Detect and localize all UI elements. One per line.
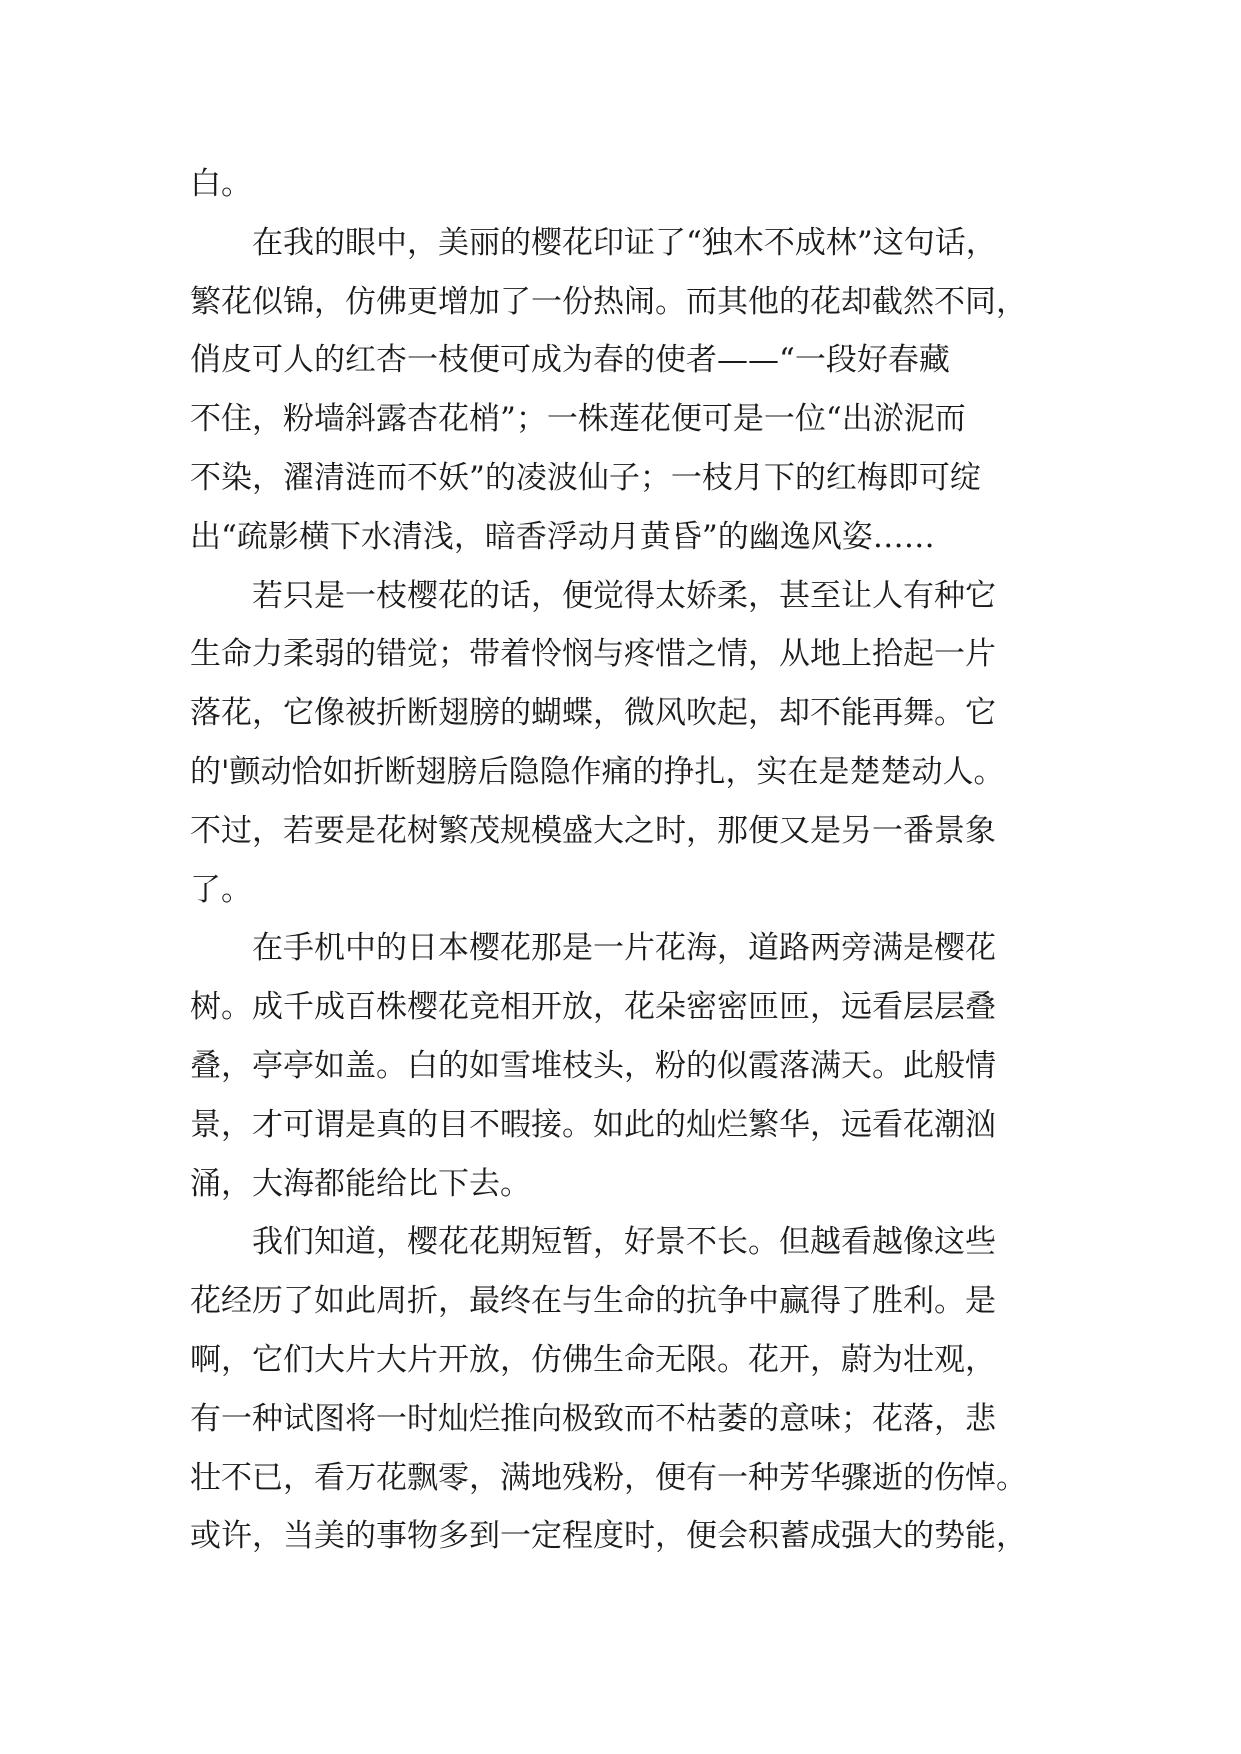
text-line: 落花，它像被折断翅膀的蝴蝶，微风吹起，却不能再舞。它 [190,695,996,732]
text-line: 壮不已，看万花飘零，满地残粉，便有一种芳华骤逝的伤悼。 [190,1459,1027,1496]
text-line: 若只是一枝樱花的话，便觉得太娇柔，甚至让人有种它 [190,577,996,614]
text-line: 涌，大海都能给比下去。 [190,1165,531,1202]
text-line: 生命力柔弱的错觉；带着怜悯与疼惜之情，从地上拾起一片 [190,636,996,673]
text-line: 不住，粉墙斜露杏花梢”；一株莲花便可是一位“出淤泥而 [190,401,966,438]
text-line: 白。 [190,166,252,202]
text-line: 俏皮可人的红杏一枝便可成为春的使者——“一段好春藏 [190,342,950,379]
text-line: 有一种试图将一时灿烂推向极致而不枯萎的意味；花落，悲 [190,1400,996,1437]
text-line: 在手机中的日本樱花那是一片花海，道路两旁满是樱花 [190,930,996,967]
text-line: 景，才可谓是真的目不暇接。如此的灿烂繁华，远看花潮汹 [190,1106,996,1143]
text-line: 的'颤动恰如折断翅膀后隐隐作痛的挣扎，实在是楚楚动人。 [190,753,1005,790]
text-line: 我们知道，樱花花期短暂，好景不长。但越看越像这些 [190,1224,996,1261]
text-line: 啊，它们大片大片开放，仿佛生命无限。花开，蔚为壮观， [190,1341,996,1378]
text-line: 出“疏影横下水清浅，暗香浮动月黄昏”的幽逸风姿…… [190,518,935,555]
text-line: 花经历了如此周折，最终在与生命的抗争中赢得了胜利。是 [190,1283,996,1320]
text-line: 了。 [190,871,252,908]
text-line: 树。成千成百株樱花竞相开放，花朵密密匝匝，远看层层叠 [190,989,996,1026]
text-line: 在我的眼中，美丽的樱花印证了“独木不成林”这句话， [190,224,997,261]
essay-text [190,155,1070,1566]
text-line: 不染，濯清涟而不妖”的凌波仙子；一枝月下的红梅即可绽 [190,459,981,496]
text-line: 繁花似锦，仿佛更增加了一份热闹。而其他的花却截然不同， [190,283,1027,320]
text-line: 不过，若要是花树繁茂规模盛大之时，那便又是另一番景象 [190,812,996,849]
text-line: 叠，亭亭如盖。白的如雪堆枝头，粉的似霞落满天。此般情 [190,1047,996,1084]
text-line: 或许，当美的事物多到一定程度时，便会积蓄成强大的势能， [190,1518,1027,1555]
